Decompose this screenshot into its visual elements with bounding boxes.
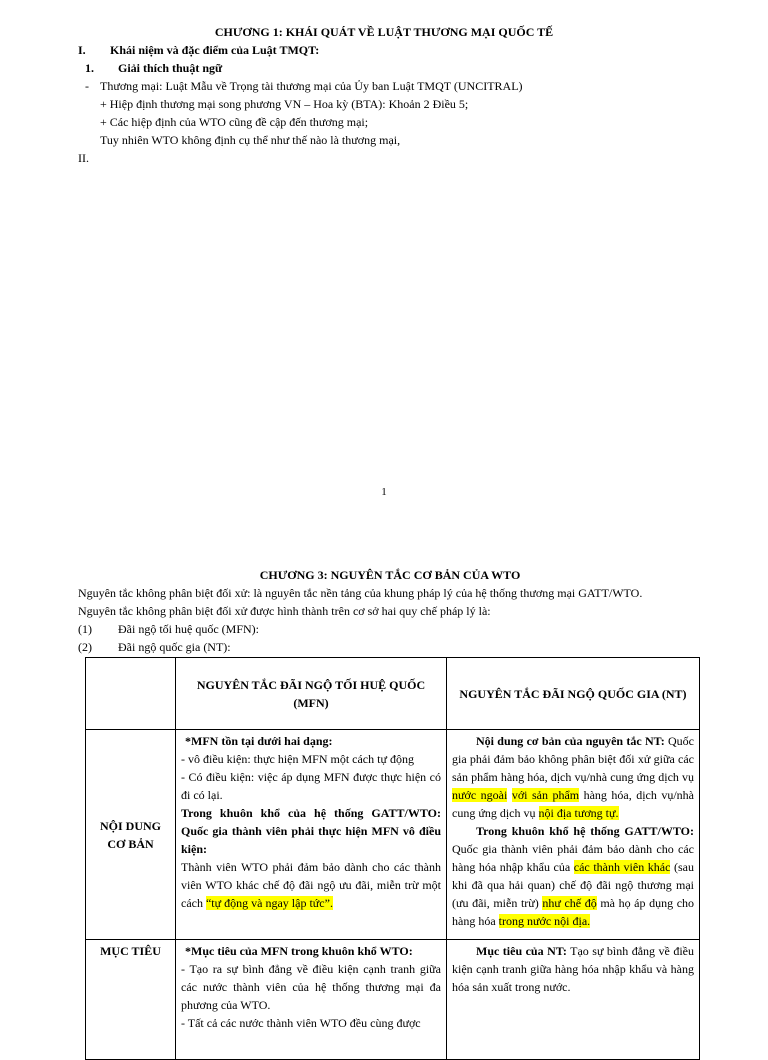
row-label-content: NỘI DUNG CƠ BẢN [86,730,176,940]
mfn-obligation: Thành viên WTO phải đảm bảo dành cho các thành viên WTO khác chế độ đãi ngộ ưu đãi, miễn trừ một cách “tự động và ngay lập tức”. [181,860,441,910]
nt-highlight-same: như chế độ [542,896,597,910]
mfn-goal-cell [176,940,447,1060]
header-empty-cell [86,658,176,730]
mfn-goal-2: - Tất cả các nước thành viên WTO đều cùng được [181,1016,421,1030]
table-row-content [86,730,700,940]
nt-gatt-wto: Trong khuôn khổ hệ thống GATT/WTO: Quốc gia thành viên phải đảm bảo dành cho các hàng hóa nhập khẩu của các thành viên khác (sau khi đã qua hải quan) chế độ đãi ngộ thương mại (ưu đãi, miễn trừ) như chế độ mà họ áp dụng cho hàng hóa trong nước nội địa. [452,824,695,928]
intro-line-1: Nguyên tắc không phân biệt đối xử: là nguyên tắc nền tảng của khung pháp lý của hệ thống thương mại GATT/WTO. [78,586,643,600]
nt-goal-cell [447,940,700,1060]
subsection-1-title: Giải thích thuật ngữ [118,61,223,75]
list-item-1: Đãi ngộ tối huệ quốc (MFN): [118,622,259,636]
bullet-line-1: Thương mại: Luật Mẫu về Trọng tài thương mại của Ủy ban Luật TMQT (UNCITRAL) [100,79,523,93]
header-nt: NGUYÊN TẮC ĐÃI NGỘ QUỐC GIA (NT) [447,658,700,730]
mfn-content-cell [176,730,447,940]
page-number: 1 [381,486,387,498]
intro-line-2: Nguyên tắc không phân biệt đối xử được hình thành trên cơ sở hai quy chế pháp lý là: [78,604,491,618]
comparison-table [85,657,700,1060]
nt-content-cell [447,730,700,940]
nt-highlight-foreign: nước ngoài [452,788,508,802]
list-item-2: Đãi ngộ quốc gia (NT): [118,640,231,654]
nt-highlight-national: trong nước nội địa. [498,914,591,928]
text-line-3: + Các hiệp định của WTO cũng đề cập đến thương mại; [100,115,369,129]
nt-highlight-product: với sản phẩm [511,788,580,802]
header-mfn: NGUYÊN TẮC ĐÃI NGỘ TỐI HUỆ QUỐC (MFN) [176,658,447,730]
text-line-4: Tuy nhiên WTO không định cụ thể như thế nào là thương mại, [100,133,401,147]
mfn-highlight: “tự động và ngay lập tức”. [205,896,333,910]
page-break [0,548,768,549]
section-2-number: II. [78,151,89,165]
section-1-title: Khái niệm và đặc điểm của Luật TMQT: [110,43,320,57]
subsection-1-number: 1. [85,61,94,75]
table-header-row [86,658,700,730]
mfn-conditional: - Có điều kiện: việc áp dụng MFN được thực hiện có đi có lại. [181,770,441,802]
chapter1-title: CHƯƠNG 1: KHÁI QUÁT VỀ LUẬT THƯƠNG MẠI QUỐC TẾ [214,25,554,39]
section-1-number: I. [78,43,86,57]
mfn-forms-heading: *MFN tồn tại dưới hai dạng: [185,734,333,748]
mfn-goal-heading: *Mục tiêu của MFN trong khuôn khổ WTO: [185,944,413,958]
nt-goal: Mục tiêu của NT: Tạo sự bình đẳng về điều kiện cạnh tranh giữa hàng hóa nhập khẩu và hàng hóa sản xuất trong nước. [452,944,694,994]
mfn-unconditional: - vô điều kiện: thực hiện MFN một cách tự động [181,752,414,766]
chapter3-title: CHƯƠNG 3: NGUYÊN TẮC CƠ BẢN CỦA WTO [259,568,521,582]
bullet-dash: - [85,79,89,93]
mfn-goal-1: - Tạo ra sự bình đẳng về điều kiện cạnh tranh giữa các nước thành viên của hệ thống thương mại đa phương của WTO. [181,962,441,1012]
nt-basic-content: Nội dung cơ bản của nguyên tắc NT: Quốc gia phải đảm bảo không phân biệt đối xử giữa các sản phẩm hàng hóa, dịch vụ/nhà cung ứng dịch vụ nước ngoài với sản phẩm hàng hóa, dịch vụ/nhà cung ứng dịch vụ nội địa tương tự. [452,734,694,820]
text-line-2: + Hiệp định thương mại song phương VN – Hoa kỳ (BTA): Khoản 2 Điều 5; [100,97,469,111]
list-item-2-number: (2) [78,640,92,654]
mfn-gatt-wto: Trong khuôn khổ của hệ thống GATT/WTO: Quốc gia thành viên phải thực hiện MFN vô điều kiện: [181,806,441,856]
table-row-goal [86,940,700,1060]
row-label-goal: MỤC TIÊU [86,940,176,1060]
nt-highlight-members: các thành viên khác [573,860,671,874]
list-item-1-number: (1) [78,622,92,636]
nt-highlight-domestic: nội địa tương tự. [538,806,619,820]
